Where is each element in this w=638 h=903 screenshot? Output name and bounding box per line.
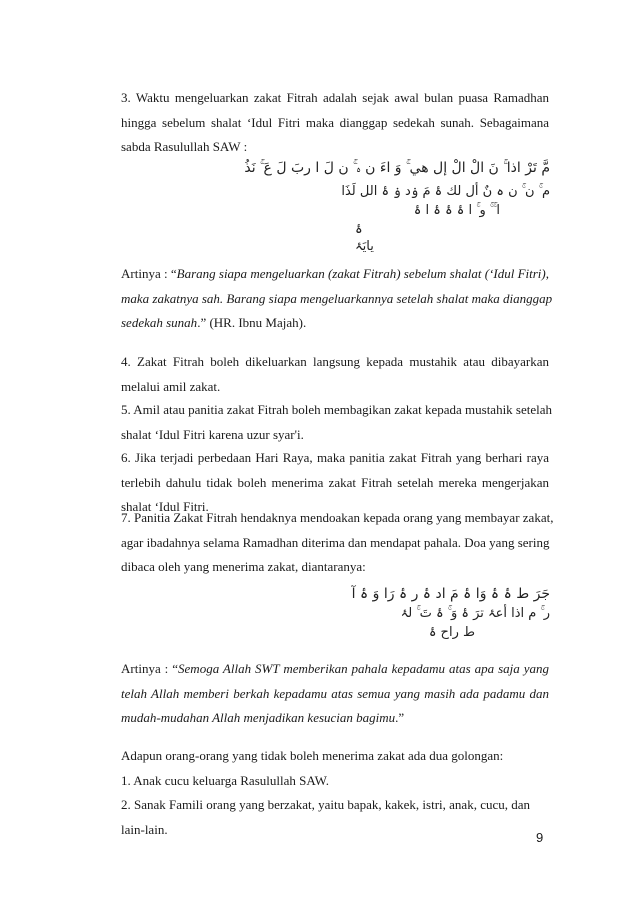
translation-2-line-3 xyxy=(121,706,549,731)
arabic-hadith-row-1: مَّ تَرْ اذا ۚ نَ الْ الْ إل هي ۚ وَ اءَ ن ہ ۚ ن لَ ا ربَ لَ عَ ۚ نَذُ xyxy=(244,160,550,176)
closing-list-item-2: 2. Sanak Famili orang yang berzakat, yaitu bapak, kakek, istri, anak, cucu, dan xyxy=(121,797,531,812)
translation-1-line-1 xyxy=(121,262,549,287)
translation-2-line-2 xyxy=(121,682,549,707)
translation-2-suffix: .” xyxy=(395,710,405,725)
item-6-line-3: shalat ‘Idul Fitri. xyxy=(121,499,209,514)
arabic-hadith-row-2: م ۚ ن ۚ ن ہ نٌ أل لك ۂ مَ ۏد ۏ ۂ الل لَذَا xyxy=(341,184,550,199)
item-5-line-2: shalat ‘Idul Fitri karena uzur syar'i. xyxy=(121,426,304,442)
item-3-line-1: 3. Waktu mengeluarkan zakat Fitrah adalah sejak awal bulan puasa Ramadhan xyxy=(121,90,549,105)
item-5-paragraph xyxy=(121,398,553,447)
translation-1-italic-3: sedekah sunah xyxy=(121,315,198,330)
translation-2-italic-3: mudah-mudahan Allah menjadikan kesucian bagimu xyxy=(121,710,396,725)
item-7-line-1: 7. Panitia Zakat Fitrah hendaknya mendoakan kepada orang yang membayar zakat, xyxy=(121,510,554,525)
item-6-line-1: 6. Jika terjadi perbedaan Hari Raya, maka panitia zakat Fitrah yang berhari raya xyxy=(121,450,549,465)
translation-1-suffix: .” (HR. Ibnu Majah). xyxy=(197,315,307,330)
arabic-doa-row-3: ط راح ۂ xyxy=(428,625,475,640)
item-6-line-2: terlebih dahulu tidak boleh menerima zakat Fitrah setelah mereka mengerjakan xyxy=(121,474,549,490)
translation-1-prefix: Artinya : “ xyxy=(121,266,177,281)
item-3-line-3: sabda Rasulullah SAW : xyxy=(121,139,248,154)
translation-1-italic-1: Barang siapa mengeluarkan (zakat Fitrah) sebelum shalat (‘Idul Fitri), xyxy=(176,266,549,281)
arabic-hadith-row-5: يايَۂ xyxy=(355,239,374,254)
translation-2 xyxy=(121,657,549,731)
page-number: 9 xyxy=(536,830,544,845)
item-7-line-3: dibaca oleh yang menerima zakat, diantaranya: xyxy=(121,559,366,574)
translation-1-line-2 xyxy=(121,287,553,312)
closing-list-item-1: 1. Anak cucu keluarga Rasulullah SAW. xyxy=(121,772,330,788)
arabic-doa-row-1: جَرَ ط ۂ ۂ وَا ۂ مَ اد ۂ ر ۂ رَا وَ ۂ آ xyxy=(351,586,550,602)
item-4-line-2: melalui amil zakat. xyxy=(121,378,221,394)
translation-1-line-3 xyxy=(121,311,549,336)
item-4-line-1: 4. Zakat Fitrah boleh dikeluarkan langsung kepada mustahik atau dibayarkan xyxy=(121,354,549,369)
translation-2-italic-1: Semoga Allah SWT memberikan pahala kepadamu atas apa saja yang xyxy=(178,661,550,676)
translation-1 xyxy=(121,262,553,336)
arabic-hadith-row-3: ا ۚ ۚ و ۚ ا ۂ ۂ ۂ ا ۂ xyxy=(413,203,500,218)
item-3-paragraph xyxy=(121,86,549,160)
item-3-line-2: hingga sebelum shalat ‘Idul Fitri maka dianggap sedekah sunah. Sebagaimana xyxy=(121,114,549,130)
closing-list-item-2-cont: lain-lain. xyxy=(121,821,168,837)
item-4-paragraph xyxy=(121,350,549,399)
closing-intro: Adapun orang-orang yang tidak boleh menerima zakat ada dua golongan: xyxy=(121,748,504,763)
translation-2-italic-2: telah Allah memberi berkah kepadamu atas semua yang masih ada padamu dan xyxy=(121,685,549,701)
closing-section xyxy=(121,744,549,842)
translation-2-prefix: Artinya : “ xyxy=(121,661,179,676)
item-7-line-2: agar ibadahnya selama Ramadhan diterima dan mendapat pahala. Doa yang sering xyxy=(121,534,550,550)
translation-1-italic-2: maka zakatnya sah. Barang siapa mengeluarkannya setelah shalat maka dianggap xyxy=(121,290,553,306)
translation-2-line-1 xyxy=(121,657,549,682)
item-7-paragraph xyxy=(121,506,554,580)
arabic-doa-row-2: ر ۚ م اذا أعۂ ترَ ۂ وَ ۚ ۂ تَ ۚ لۂ xyxy=(400,606,550,621)
item-5-line-1: 5. Amil atau panitia zakat Fitrah boleh membagikan zakat kepada mustahik setelah xyxy=(121,402,553,417)
arabic-hadith-row-4: ۂ xyxy=(355,222,363,237)
